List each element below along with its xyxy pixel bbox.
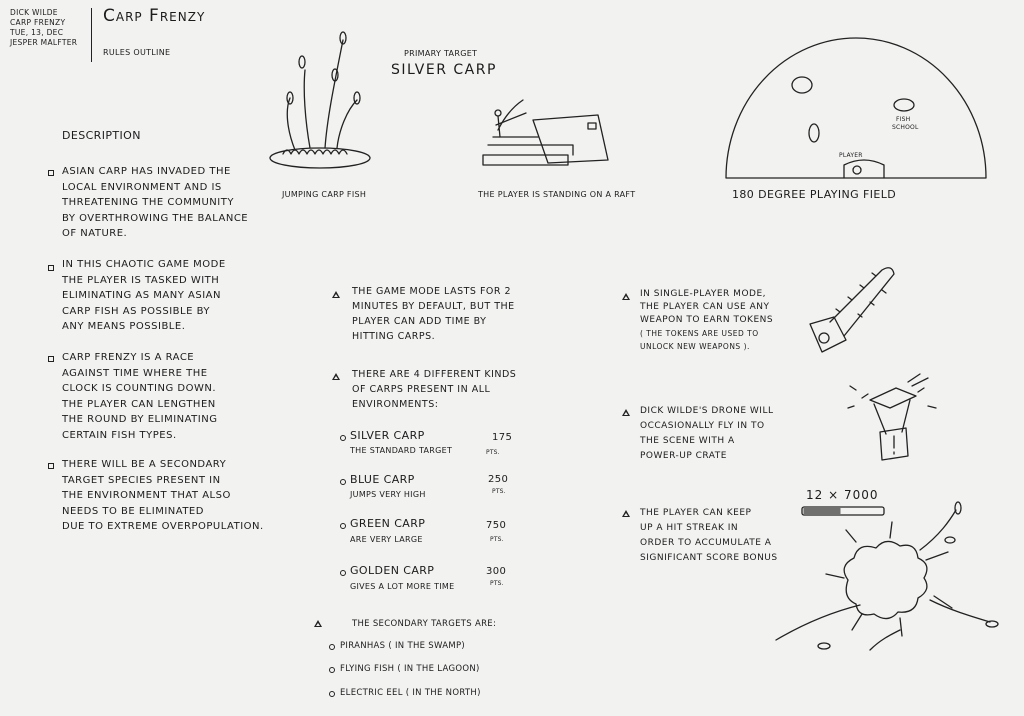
carp-points-unit: PTS.	[486, 449, 500, 456]
bullet-circle	[340, 523, 346, 529]
carp-points: 300	[486, 566, 507, 577]
single-player-rule: IN SINGLE-PLAYER MODE, THE PLAYER CAN USE ANY WEAPON TO EARN TOKENS ( THE TOKENS ARE USED TO UNLOCK NEW WEAPONS ).	[640, 289, 774, 351]
author-line: TUE, 13, DEC	[10, 28, 64, 37]
description-bullet: CARP FRENZY IS A RACE AGAINST TIME WHERE THE CLOCK IS COUNTING DOWN. THE PLAYER CAN LENGTHEN THE ROUND BY ELIMINATING CERTAIN FISH TYPES.	[62, 352, 218, 441]
carp-points-unit: PTS.	[490, 536, 504, 543]
bullet-circle	[340, 570, 346, 576]
explosion-sketch	[770, 500, 1010, 670]
carp-points: 750	[486, 520, 507, 531]
bullet-square	[48, 265, 54, 271]
bullet-circle	[340, 435, 346, 441]
bullet-triangle	[332, 373, 340, 380]
primary-target-caption: PRIMARY TARGET	[404, 49, 478, 58]
raft-caption: THE PLAYER IS STANDING ON A RAFT	[478, 190, 636, 199]
game-mode-rule: THE GAME MODE LASTS FOR 2 MINUTES BY DEFAULT, BUT THE PLAYER CAN ADD TIME BY HITTING CARPS.	[352, 286, 515, 342]
playing-field-sketch	[724, 30, 988, 182]
fish-school-label: SCHOOL	[892, 124, 919, 131]
bullet-square	[48, 356, 54, 362]
carp-name: BLUE CARP	[350, 473, 415, 486]
chainsaw-sketch	[800, 262, 900, 356]
carp-points: 175	[492, 432, 513, 443]
carp-name: SILVER CARP	[350, 429, 425, 442]
bullet-square	[48, 170, 54, 176]
description-bullet: THERE WILL BE A SECONDARY TARGET SPECIES PRESENT IN THE ENVIRONMENT THAT ALSO NEEDS TO BE ELIMINATED DUE TO EXTREME OVERPOPULATION.	[62, 459, 264, 532]
hit-streak-counter: 12 × 7000	[806, 488, 879, 502]
drone-sketch	[848, 370, 938, 470]
primary-target-name: SILVER CARP	[391, 62, 497, 78]
author-line: JESPER MALFTER	[10, 38, 78, 47]
carp-points: 250	[488, 474, 509, 485]
description-bullet: ASIAN CARP HAS INVADED THE LOCAL ENVIRONMENT AND IS THREATENING THE COMMUNITY BY OVERTHROWING THE BALANCE OF NATURE.	[62, 166, 249, 239]
carp-points-unit: PTS.	[490, 580, 504, 587]
page-title: Carp Frenzy	[103, 6, 206, 26]
drone-rule: DICK WILDE'S DRONE WILL OCCASIONALLY FLY IN TO THE SCENE WITH A POWER-UP CRATE	[640, 406, 774, 461]
jumping-caption: JUMPING CARP FISH	[282, 190, 367, 199]
field-caption: 180 DEGREE PLAYING FIELD	[732, 188, 897, 201]
author-line: CARP FRENZY	[10, 18, 66, 27]
author-line: DICK WILDE	[10, 8, 58, 17]
bullet-circle	[340, 479, 346, 485]
bullet-triangle	[332, 291, 340, 298]
carp-name: GREEN CARP	[350, 517, 426, 530]
secondary-target-item: PIRANHAS ( IN THE SWAMP)	[340, 641, 466, 651]
secondary-targets-intro: THE SECONDARY TARGETS ARE:	[352, 619, 497, 629]
bullet-triangle	[314, 620, 322, 627]
secondary-target-item: FLYING FISH ( IN THE LAGOON)	[340, 664, 480, 674]
carp-points-unit: PTS.	[492, 488, 506, 495]
bullet-circle	[329, 691, 335, 697]
bullet-triangle	[622, 510, 630, 517]
description-heading: DESCRIPTION	[62, 129, 141, 142]
secondary-target-item: ELECTRIC EEL ( IN THE NORTH)	[340, 688, 481, 698]
carp-desc: JUMPS VERY HIGH	[350, 490, 426, 499]
carp-desc: THE STANDARD TARGET	[350, 446, 453, 455]
hit-streak-rule: THE PLAYER CAN KEEP UP A HIT STREAK IN ORDER TO ACCUMULATE A SIGNIFICANT SCORE BONUS	[640, 508, 778, 563]
bullet-circle	[329, 644, 335, 650]
author-block	[10, 8, 77, 48]
description-bullet: IN THIS CHAOTIC GAME MODE THE PLAYER IS TASKED WITH ELIMINATING AS MANY ASIAN CARP FISH AS POSSIBLE BY ANY MEANS POSSIBLE.	[62, 259, 226, 332]
bullet-square	[48, 463, 54, 469]
player-label: PLAYER	[839, 152, 863, 159]
bullet-triangle	[622, 409, 630, 416]
page-subtitle: RULES OUTLINE	[103, 48, 171, 57]
bullet-circle	[329, 667, 335, 673]
carp-desc: GIVES A LOT MORE TIME	[350, 582, 455, 591]
bullet-triangle	[622, 293, 630, 300]
carp-desc: ARE VERY LARGE	[350, 535, 423, 544]
header-divider	[91, 8, 92, 62]
carp-name: GOLDEN CARP	[350, 564, 435, 577]
fish-school-label: FISH	[896, 116, 911, 123]
raft-sketch	[478, 95, 628, 175]
jumping-carp-sketch	[265, 30, 380, 170]
carp-kinds-rule: THERE ARE 4 DIFFERENT KINDS OF CARPS PRESENT IN ALL ENVIRONMENTS:	[352, 369, 517, 410]
